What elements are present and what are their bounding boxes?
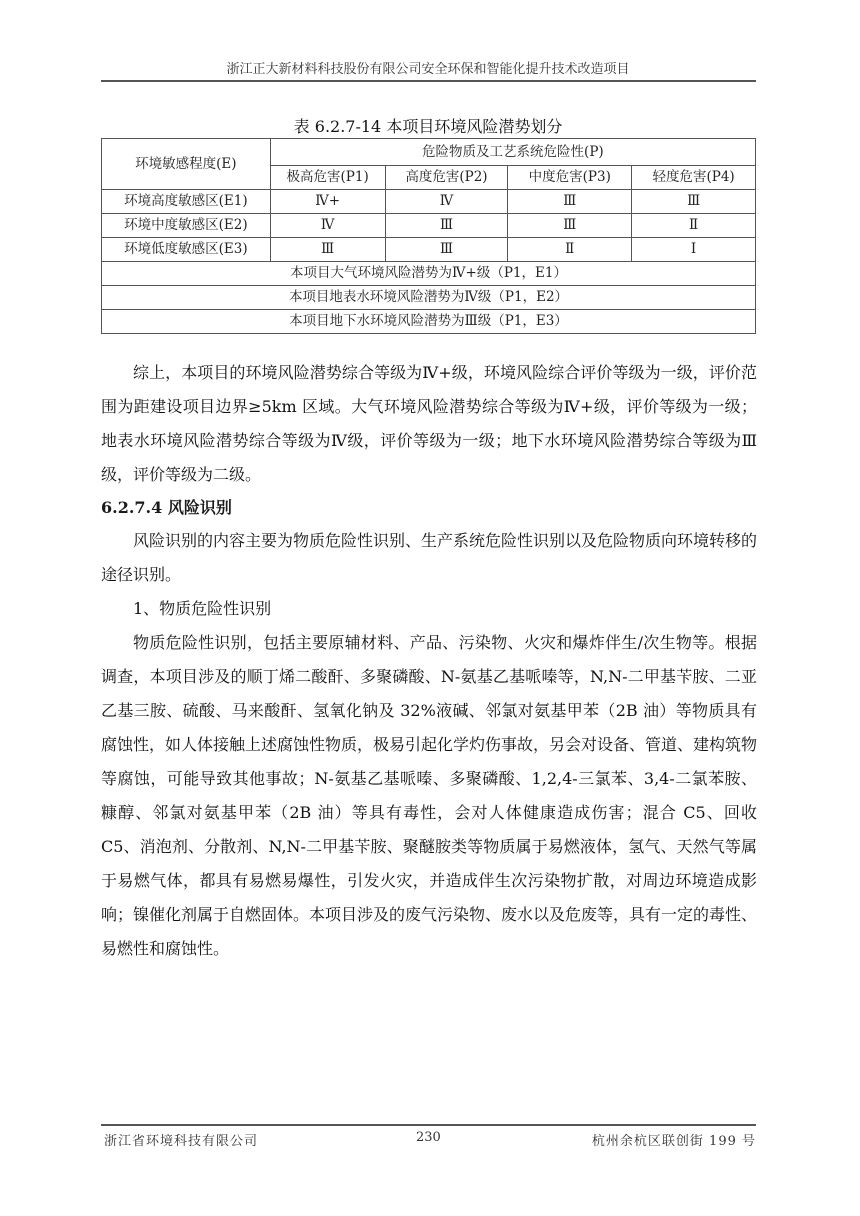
- column-header: 中度危害(P3): [508, 166, 632, 190]
- row-label: 环境低度敏感区(E3): [102, 238, 271, 262]
- summary-cell: 本项目地表水环境风险潜势为Ⅳ级（P1，E2）: [102, 286, 756, 310]
- table-cell: Ⅳ+: [270, 190, 385, 214]
- column-header: 高度危害(P2): [385, 166, 508, 190]
- risk-potential-table: [101, 138, 756, 334]
- table-cell: Ⅲ: [508, 190, 632, 214]
- table-cell: Ⅲ: [385, 214, 508, 238]
- summary-cell: 本项目大气环境风险潜势为Ⅳ+级（P1，E1）: [102, 262, 756, 286]
- table-caption: 表 6.2.7-14 本项目环境风险潜势划分: [293, 117, 563, 136]
- table-cell: Ⅲ: [508, 214, 632, 238]
- group-header-cell: 危险物质及工艺系统危险性(P): [270, 139, 755, 166]
- footer-rule: [101, 1124, 756, 1126]
- table-row: [102, 190, 756, 214]
- summary-row: [102, 262, 756, 286]
- subheading: 1、物质危险性识别: [133, 599, 272, 618]
- table-cell: Ⅲ: [632, 190, 756, 214]
- row-header-cell: 环境敏感程度(E): [102, 139, 271, 190]
- table-cell: Ⅳ: [270, 214, 385, 238]
- column-header: 极高危害(P1): [270, 166, 385, 190]
- row-label: 环境高度敏感区(E1): [102, 190, 271, 214]
- summary-cell: 本项目地下水环境风险潜势为Ⅲ级（P1，E3）: [102, 310, 756, 334]
- conclusion-paragraph: 综上，本项目的环境风险潜势综合等级为Ⅳ+级，环境风险综合评价等级为一级，评价范围为距建设项目边界≥5km 区域。大气环境风险潜势综合等级为Ⅳ+级，评价等级为一级；地表水环境风险潜势综合等级为Ⅳ级，评价等级为一级；地下水环境风险潜势综合等级为Ⅲ级，评价等级为二级。: [101, 363, 757, 484]
- footer-company: 浙江省环境科技有限公司: [104, 1134, 259, 1149]
- section-heading: 6.2.7.4 风险识别: [101, 498, 232, 517]
- table-cell: Ⅲ: [385, 238, 508, 262]
- header-rule: [101, 80, 756, 82]
- table-cell: Ⅱ: [632, 214, 756, 238]
- table-cell: Ⅳ: [385, 190, 508, 214]
- row-label: 环境中度敏感区(E2): [102, 214, 271, 238]
- table-row: [102, 238, 756, 262]
- running-header: 浙江正大新材料科技股份有限公司安全环保和智能化提升技术改造项目: [226, 62, 630, 77]
- table-cell: Ⅰ: [632, 238, 756, 262]
- page-number: 230: [416, 1130, 441, 1145]
- summary-row: [102, 310, 756, 334]
- table-header-row: [102, 139, 756, 166]
- table-cell: Ⅱ: [508, 238, 632, 262]
- column-header: 轻度危害(P4): [632, 166, 756, 190]
- risk-identification-paragraph: 风险识别的内容主要为物质危险性识别、生产系统危险性识别以及危险物质向环境转移的途径识别。: [101, 531, 758, 584]
- summary-row: [102, 286, 756, 310]
- table-row: [102, 214, 756, 238]
- substance-hazard-paragraph: 物质危险性识别，包括主要原辅材料、产品、污染物、火灾和爆炸伴生/次生物等。根据调查，本项目涉及的顺丁烯二酸酐、多聚磷酸、N-氨基乙基哌嗪等，N,N-二甲基苄胺、二亚乙基三胺、硫酸、马来酸酐、氢氧化钠及 32%液碱、邻氯对氨基甲苯（2B 油）等物质具有腐蚀性，如人体接触上述腐蚀性物质，极易引起化学灼伤事故，另会对设备、管道、建构筑物等腐蚀，可能导致其他事故；N-氨基乙基哌嗪、多聚磷酸、1,2,4-三氯苯、3,4-二氯苯胺、糠醇、邻氯对氨基甲苯（2B 油）等具有毒性，会对人体健康造成伤害；混合 C5、回收 C5、消泡剂、分散剂、N,N-二甲基苄胺、聚醚胺类等物质属于易燃液体，氢气、天然气等属于易燃气体，都具有易燃易爆性，引发火灾，并造成伴生次污染物扩散，对周边环境造成影响；镍催化剂属于自燃固体。本项目涉及的废气污染物、废水以及危废等，具有一定的毒性、易燃性和腐蚀性。: [101, 633, 758, 958]
- footer-address: 杭州余杭区联创街 199 号: [591, 1134, 756, 1149]
- table-cell: Ⅲ: [270, 238, 385, 262]
